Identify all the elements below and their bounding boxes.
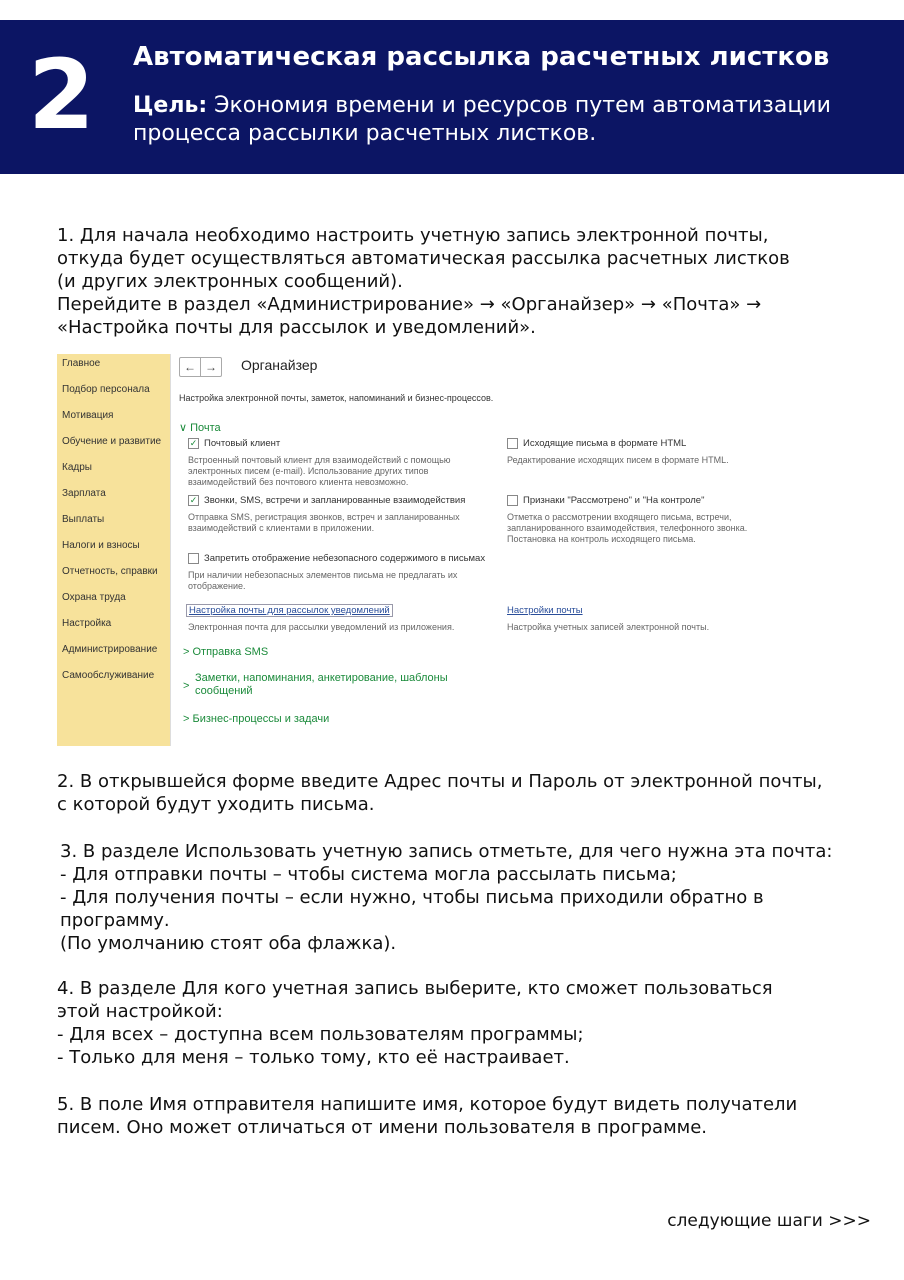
section-sms[interactable]: > Отправка SMS — [183, 646, 269, 658]
organizer-screenshot — [57, 354, 847, 746]
nav-buttons — [179, 357, 222, 377]
description-line: Редактирование исходящих писем в формате HTML. — [507, 455, 729, 465]
step-4-line: этой настройкой: — [57, 1001, 223, 1022]
sidebar-item-labor-safety[interactable]: Охрана труда — [62, 592, 126, 603]
page-title: Автоматическая рассылка расчетных листков — [133, 42, 830, 72]
step-4-line: - Только для меня – только тому, кто её настраивает. — [57, 1047, 570, 1068]
checkbox-mail-client[interactable] — [188, 438, 280, 449]
step-number: 2 — [28, 39, 95, 151]
description-line: При наличии небезопасных элементов письма не предлагать их — [188, 570, 458, 580]
step-4-line: - Для всех – доступна всем пользователям программы; — [57, 1024, 584, 1045]
sidebar-item-motivation[interactable]: Мотивация — [62, 410, 114, 421]
step-1-line: «Настройка почты для рассылок и уведомлений». — [57, 317, 536, 338]
step-2-paragraph — [57, 770, 822, 816]
checkbox-label: Запретить отображение небезопасного содержимого в письмах — [204, 553, 486, 564]
description-line: запланированного взаимодействия, телефонного звонка. — [507, 523, 748, 533]
notification-mail-description — [188, 622, 454, 633]
step-3-line: - Для получения почты – если нужно, чтобы письма приходили обратно в — [60, 887, 764, 908]
checkbox-checked-icon: ✓ — [189, 495, 198, 505]
step-5-paragraph — [57, 1093, 797, 1139]
notification-mail-settings-link[interactable]: Настройка почты для рассылок уведомлений — [186, 604, 393, 617]
goal-text-1: Экономия времени и ресурсов путем автоматизации — [207, 93, 831, 118]
next-steps-link[interactable]: следующие шаги >>> — [667, 1211, 871, 1231]
step-5-line: 5. В поле Имя отправителя напишите имя, которое будут видеть получатели — [57, 1094, 798, 1115]
html-mail-description — [507, 455, 729, 466]
checkbox-unsafe-content[interactable] — [188, 553, 485, 564]
sidebar — [57, 354, 170, 746]
checkbox-unchecked-icon — [188, 553, 199, 564]
description-line: Отметка о рассмотрении входящего письма, встречи, — [507, 512, 732, 522]
sidebar-item-taxes[interactable]: Налоги и взносы — [62, 540, 140, 551]
sidebar-item-training[interactable]: Обучение и развитие — [62, 436, 162, 447]
sidebar-item-administration[interactable]: Администрирование — [62, 644, 158, 655]
goal-text — [133, 92, 893, 148]
checkbox-label: Звонки, SMS, встречи и запланированные взаимодействия — [204, 495, 466, 506]
step-1-line: 1. Для начала необходимо настроить учетную запись электронной почты, — [57, 225, 769, 246]
sidebar-item-settings[interactable]: Настройка — [62, 618, 112, 629]
checkbox-checked-icon: ✓ — [189, 438, 198, 448]
sidebar-item-salary[interactable]: Зарплата — [62, 488, 106, 499]
goal-text-2: процесса рассылки расчетных листков. — [133, 121, 597, 146]
step-3-line: программу. — [60, 910, 170, 931]
step-3-line: - Для отправки почты – чтобы система могла рассылать письма; — [60, 864, 677, 885]
description-line: Встроенный почтовый клиент для взаимодействий с помощью — [188, 455, 451, 465]
step-1-line: (и других электронных сообщений). — [57, 271, 403, 292]
checkbox-unchecked-icon — [507, 495, 518, 506]
step-5-line: писем. Оно может отличаться от имени пользователя в программе. — [57, 1117, 708, 1138]
step-2-line: с которой будут уходить письма. — [57, 794, 375, 815]
sidebar-item-main[interactable]: Главное — [62, 358, 101, 369]
mail-settings-description — [507, 622, 709, 633]
description-line: отображение. — [188, 581, 246, 591]
description-line: взаимодействий без почтового клиента невозможно. — [188, 477, 409, 487]
step-3-line: 3. В разделе Использовать учетную запись отметьте, для чего нужна эта почта: — [60, 841, 833, 862]
goal-label: Цель: — [133, 93, 208, 118]
reviewed-control-description — [507, 512, 747, 545]
unsafe-content-description — [188, 570, 457, 592]
checkbox-html-mail[interactable] — [507, 438, 686, 449]
checkbox-unchecked-icon — [507, 438, 518, 449]
back-arrow-icon[interactable]: ← — [184, 360, 196, 374]
section-mail[interactable]: ∨ Почта — [179, 422, 221, 434]
checkbox-calls-sms[interactable] — [188, 495, 465, 506]
mail-client-description — [188, 455, 451, 488]
header-banner — [0, 20, 904, 174]
description-line: Настройка учетных записей электронной почты. — [507, 622, 710, 632]
section-notes-line: Заметки, напоминания, анкетирование, шаблоны — [195, 672, 448, 684]
sidebar-item-self-service[interactable]: Самообслуживание — [62, 670, 155, 681]
sidebar-item-recruiting[interactable]: Подбор персонала — [62, 384, 150, 395]
section-notes[interactable] — [195, 672, 448, 698]
sidebar-item-reports[interactable]: Отчетность, справки — [62, 566, 158, 577]
checkbox-reviewed-control[interactable] — [507, 495, 704, 506]
description-line: Электронная почта для рассылки уведомлений из приложения. — [188, 622, 455, 632]
step-4-paragraph — [57, 977, 773, 1069]
mail-settings-link[interactable]: Настройки почты — [507, 605, 583, 616]
sidebar-item-payments[interactable]: Выплаты — [62, 514, 105, 525]
section-notes-arrow[interactable]: > — [183, 680, 190, 692]
forward-arrow-icon[interactable]: → — [200, 358, 221, 376]
step-4-line: 4. В разделе Для кого учетная запись выберите, кто сможет пользоваться — [57, 978, 773, 999]
description-line: Отправка SMS, регистрация звонков, встреч и запланированных — [188, 512, 460, 522]
step-2-line: 2. В открывшейся форме введите Адрес почты и Пароль от электронной почты, — [57, 771, 823, 792]
checkbox-label: Почтовый клиент — [204, 438, 281, 449]
step-1-paragraph — [57, 224, 790, 339]
step-1-line: Перейдите в раздел «Администрирование» → «Органайзер» → «Почта» → — [57, 294, 762, 315]
step-1-line: откуда будет осуществляться автоматическая рассылка расчетных листков — [57, 248, 790, 269]
step-3-paragraph — [60, 840, 832, 955]
step-3-line: (По умолчанию стоят оба флажка). — [60, 933, 397, 954]
sidebar-item-personnel[interactable]: Кадры — [62, 462, 92, 473]
organizer-subtitle: Настройка электронной почты, заметок, напоминаний и бизнес-процессов. — [179, 393, 494, 403]
description-line: электронных писем (e-mail). Использование других типов — [188, 466, 429, 476]
organizer-panel — [170, 354, 848, 746]
calls-sms-description — [188, 512, 460, 534]
section-notes-line: сообщений — [195, 685, 253, 697]
organizer-title: Органайзер — [241, 357, 318, 373]
section-business-processes[interactable]: > Бизнес-процессы и задачи — [183, 713, 330, 725]
description-line: взаимодействий с клиентами в приложении. — [188, 523, 375, 533]
checkbox-label: Признаки "Рассмотрено" и "На контроле" — [523, 495, 705, 506]
checkbox-label: Исходящие письма в формате HTML — [523, 438, 687, 449]
description-line: Постановка на контроль исходящего письма. — [507, 534, 696, 544]
